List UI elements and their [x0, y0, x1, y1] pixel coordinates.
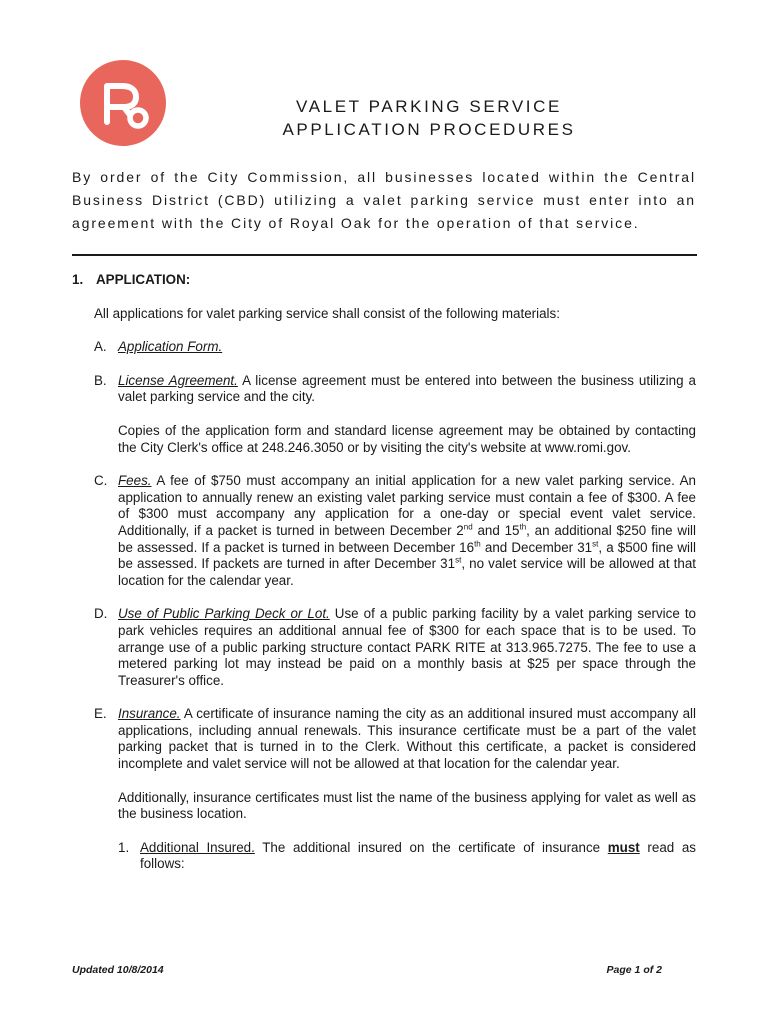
item-title: License Agreement. — [118, 372, 238, 388]
page-number: Page 1 of 2 — [606, 964, 662, 976]
subitem-number: 1. — [118, 839, 130, 855]
item-a — [72, 339, 696, 356]
item-letter: C. — [94, 473, 108, 489]
item-text: A certificate of insurance naming the city as an additional insured must accompany all applications, including annual renewals. This insurance certificate must be a part of the valet parking packet that is turned in to the Clerk. Without this certificate, a packet is considered incomplete and valet service will not be allowed at that location for the calendar year. — [118, 706, 696, 772]
item-subparagraph: Additionally, insurance certificates must list the name of the business applying for valet as well as the business location. — [118, 789, 696, 822]
section-heading — [72, 272, 696, 289]
item-e — [72, 706, 696, 823]
item-letter: B. — [94, 372, 107, 388]
subitem-text-pre: The additional insured on the certificate of insurance — [262, 839, 601, 855]
intro-paragraph: By order of the City Commission, all businesses located within the Central Business District (CBD) utilizing a valet parking service must enter into an agreement with the City of Royal Oak for the operation of that service. — [72, 169, 696, 231]
subitem-title: Additional Insured. — [140, 839, 255, 855]
subitem-emphasis: must — [607, 839, 640, 855]
document-title — [0, 95, 768, 141]
title-line-1: VALET PARKING SERVICE — [296, 97, 562, 116]
section-divider — [72, 254, 697, 256]
item-b — [72, 373, 696, 456]
item-c — [72, 473, 696, 589]
item-subparagraph: Copies of the application form and standard license agreement may be obtained by contacting the City Clerk's office at 248.246.3050 or by visiting the city's website at www.romi.gov. — [118, 422, 696, 455]
updated-date: Updated 10/8/2014 — [72, 964, 164, 976]
title-line-2: APPLICATION PROCEDURES — [282, 120, 576, 139]
item-text: A fee of $750 must accompany an initial application for a new valet parking service. An application to annually renew an existing valet parking service must contain a fee of $300. A fee of $300 must accompany any application for a one-day or special event valet service. Additionally, if a packet is turned in between December 2nd and 15th, an additional $250 fine will be assessed. If a packet is turned in between December 16th and December 31st, a $500 fine will be assessed. If packets are turned in after December 31st, no valet service will be allowed at that location for the calendar year. — [118, 473, 696, 588]
item-d — [72, 606, 696, 689]
section-title: APPLICATION: — [96, 272, 191, 287]
item-text: A license agreement must be entered into between the business utilizing a valet parking service and the city. — [118, 372, 696, 405]
item-title: Use of Public Parking Deck or Lot. — [118, 606, 330, 622]
item-title: Insurance. — [118, 706, 181, 722]
item-title: Fees. — [118, 473, 152, 489]
page-footer — [72, 964, 662, 976]
item-title: Application Form. — [118, 339, 223, 355]
section-lead-paragraph: All applications for valet parking service shall consist of the following materials: — [94, 305, 560, 321]
subitem-1 — [72, 840, 696, 873]
item-letter: D. — [94, 606, 108, 622]
item-letter: A. — [94, 339, 107, 355]
section-number: 1. — [72, 272, 84, 287]
subitem-text-post: read as follows: — [140, 839, 697, 872]
document-body — [72, 272, 696, 873]
item-letter: E. — [94, 706, 107, 722]
item-text: Use of a public parking facility by a valet parking service to park vehicles requires an additional annual fee of $300 for each space that is to be used. To arrange use of a public parking structure contact PARK RITE at 313.965.7275. The fee to use a metered parking lot may instead be paid on a monthly basis at $25 per space through the Treasurer's office. — [118, 606, 696, 688]
